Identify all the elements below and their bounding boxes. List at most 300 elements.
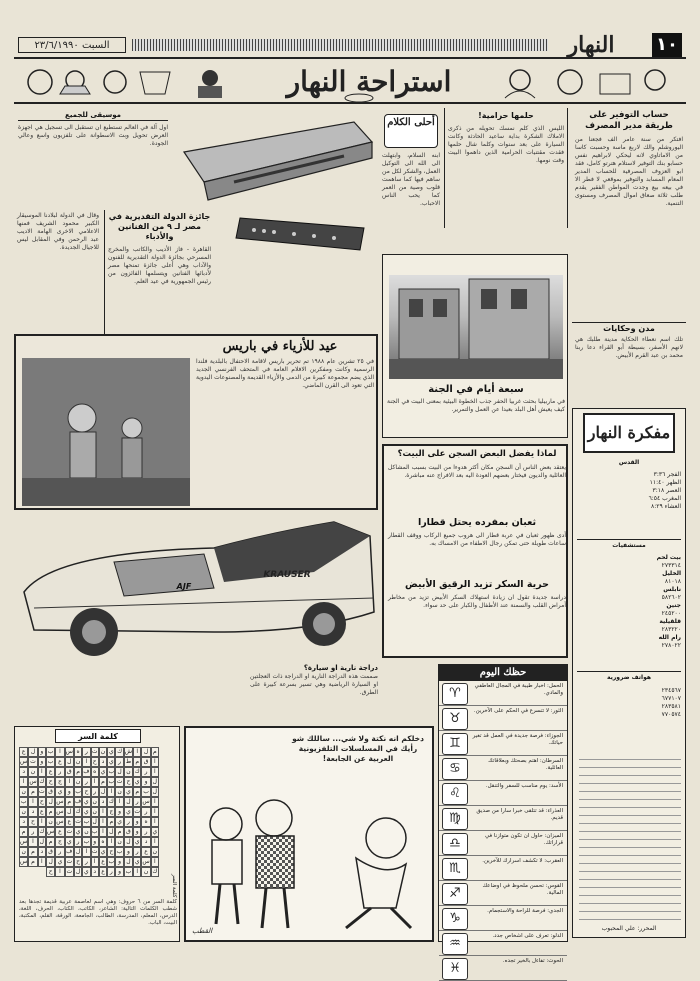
phone-number: ٥٨٢٦٠٢ bbox=[661, 594, 681, 601]
horoscope-list bbox=[439, 681, 567, 981]
crossword-cell: ي bbox=[134, 838, 140, 845]
crossword-cell: س bbox=[142, 858, 150, 865]
crossword-cell: ر bbox=[91, 787, 99, 797]
horoscope-text: الحوت: تفاءل بالخير تجده. bbox=[502, 958, 563, 964]
phone-number: ٢٧٨٠٢٢ bbox=[661, 642, 681, 649]
crossword-cell: ن bbox=[141, 867, 150, 877]
crossword-cell: و bbox=[124, 847, 133, 857]
crossword-cell: ي bbox=[117, 818, 122, 825]
crossword-cell: ع bbox=[141, 847, 150, 857]
crossword-cell: ت bbox=[30, 758, 36, 765]
crossword-cell: ي bbox=[55, 857, 64, 867]
crossword-cell: ل bbox=[109, 828, 114, 835]
crossword-cell: ل bbox=[28, 747, 37, 757]
crossword-cell: س bbox=[20, 858, 28, 865]
savings-article bbox=[572, 108, 686, 320]
seven-days-title: سبعة أيام في الجنة bbox=[428, 384, 524, 395]
cartoon-speech: دخلكم انه نكتة ولا شي... ساللك شو رأيك في المسلسلات التلفزيونية العربية عن الجابعة! bbox=[292, 734, 424, 763]
crossword-cell: ن bbox=[92, 798, 97, 805]
crossword-cell: ر bbox=[141, 807, 150, 817]
prayer-time: الظهر ١١:٤٠ bbox=[649, 479, 681, 486]
crossword-cell: ع bbox=[99, 857, 107, 867]
horoscope-text: الدلو: تعرف على اشخاص جدد. bbox=[492, 933, 563, 939]
zodiac-icon: ♈ bbox=[442, 683, 468, 705]
crossword-cell: ك bbox=[39, 778, 45, 785]
car-caption bbox=[250, 664, 378, 722]
city-name: نابلس bbox=[663, 586, 681, 593]
thief-article bbox=[444, 108, 568, 228]
car-caption-title: دراجة نارية او سيارة؟ bbox=[303, 664, 378, 672]
crossword-cell: ن bbox=[84, 828, 89, 835]
music-title: موسيقى للجميع bbox=[18, 110, 168, 121]
horoscope-text: الجدي: فرصة للراحة والاستجمام. bbox=[487, 908, 563, 914]
seven-days-body: في ماربيليا بحثت غربيا الحفر جذب الخطوة البيئية بمعنى البيت في الجنة كيف يعيش أهل البلد بعيدا عن العمل والتمرير. bbox=[387, 398, 565, 413]
horoscope-item bbox=[439, 881, 567, 906]
zodiac-icon: ♏ bbox=[442, 858, 468, 880]
phone-number: ٨١٠١٨ bbox=[664, 578, 681, 585]
crossword-cell: م bbox=[107, 817, 115, 827]
toy-museum-body: في ٢٥ تشرين عام ١٩٨٨ تم تحرير باريس لاقامة الاحتفال بالبلدية فلندا الرسمية وكانت ومفكرين الافلام العامة في المتحف الفرنسي الجديد الذي يضم مجموعة كبيرة من الدمى والأزياء القديمة والمصنوعات اليدوية التي تعود الى القرن الماضي. bbox=[196, 358, 374, 389]
crossword-cell: ر bbox=[82, 747, 90, 757]
editor-label: المحرر: علي المحبوب bbox=[601, 925, 657, 932]
crossword-cell: ج bbox=[55, 777, 64, 787]
horoscope-box bbox=[438, 664, 568, 976]
horoscope-item bbox=[439, 681, 567, 706]
crossword-cell: ا bbox=[151, 817, 159, 827]
crossword-cell: د bbox=[99, 797, 107, 807]
crossword-cell: ر bbox=[141, 827, 150, 837]
crossword-cell: ل bbox=[46, 797, 55, 807]
crossword-cell: و bbox=[141, 777, 150, 787]
crossword-cell: ل bbox=[92, 818, 97, 825]
phone-number: ٢٣٤٥٦٧ bbox=[661, 687, 681, 694]
crossword-cell: ك bbox=[152, 868, 158, 875]
crossword-cell: ن bbox=[117, 838, 122, 845]
crossword-cell: ا bbox=[151, 757, 159, 767]
crossword-cell: م bbox=[19, 827, 28, 837]
crossword-cell: م bbox=[151, 747, 159, 757]
horoscope-item bbox=[439, 831, 567, 856]
crossword-cell: ل bbox=[124, 857, 133, 867]
crossword-cell: ر bbox=[115, 757, 123, 767]
crossword-cell: س bbox=[56, 818, 64, 825]
crossword-cell: د bbox=[38, 847, 46, 857]
city-name: بيت لحم bbox=[656, 554, 681, 561]
city-name: قلقيلية bbox=[659, 618, 681, 625]
crossword-clues: كلمة السر من ٦ حروف: وهي اسم لعاصمة عربية قديمة تجدها بعد شطب الكلمات التالية: الشاعر، الكاتب، الكتاب، الحرف، اللغة، الدرس، المعلم، المدرسة، الطالب، الجامعة، الورقة، القلم، المكتبة، البيت، الباب. bbox=[19, 899, 177, 926]
crossword-cell: ي bbox=[55, 787, 64, 797]
crossword-grid bbox=[19, 747, 159, 897]
horoscope-item bbox=[439, 756, 567, 781]
building-photo bbox=[389, 275, 563, 379]
crossword-cell: ا bbox=[91, 777, 99, 787]
crossword-cell: ت bbox=[66, 868, 73, 875]
crossword-cell: ف bbox=[83, 768, 90, 775]
crossword-cell: ي bbox=[134, 778, 140, 785]
crossword-cell: ل bbox=[141, 747, 150, 757]
toy-museum-article bbox=[14, 334, 378, 510]
phones-title: هواتف ضرورية bbox=[577, 671, 681, 682]
crossword-cell: ب bbox=[108, 778, 115, 785]
crossword-cell: ا bbox=[107, 787, 115, 797]
city-name: جنين bbox=[666, 602, 681, 609]
crossword-box bbox=[14, 726, 180, 942]
crossword-cell: ا bbox=[38, 767, 46, 777]
remote-control-image bbox=[234, 208, 374, 258]
crossword-cell: ب bbox=[108, 858, 115, 865]
crossword-cell: ح bbox=[38, 797, 46, 807]
sweet-words-box bbox=[380, 108, 442, 228]
crossword-cell: ت bbox=[91, 848, 98, 855]
crossword-cell: ا bbox=[151, 857, 159, 867]
toy-museum-title: عيد للأزياء في باريس bbox=[222, 339, 338, 354]
crossword-cell: م bbox=[46, 837, 55, 847]
savings-body: افتكر من سنة عامر الف فجعنا من اليوروشلم والك لاربع ماسة وحسبت كاسا من الاماتاوي لانه ليحكي لابراهيم نفس حسابو بنك التوفير لاستلام هترتو كامل، فقد ابو العزوف المصرفية للحساب المدير المعام المسابد والتوفير بموقعي لا فطر الا في بيعه بيع وجدت المواطن الفقير يقدم طلب ثلاثة صعاق اموال المصرف ومستوى التنمية. bbox=[575, 136, 683, 207]
zodiac-icon: ♋ bbox=[442, 758, 468, 780]
thief-body: الليس الذي كلم نمسك تحويله من ذكرى الاملاك الشكرة بداية ساعيد الحادثة وكانت السيارة على بعد سنوات وكلما شال حلمها فقدت مقتنيات الحرامية الذين داهموا البيت وقت نومها. bbox=[448, 125, 564, 164]
crossword-cell: ك bbox=[75, 808, 81, 815]
banner-title: استراحة النهار bbox=[286, 65, 452, 98]
crossword-cell: ع bbox=[65, 817, 74, 827]
crossword-cell: س bbox=[56, 798, 64, 805]
horoscope-item bbox=[439, 731, 567, 756]
horoscope-text: الأسد: يوم مناسب للسفر والتنقل. bbox=[485, 783, 563, 789]
crossword-cell: و bbox=[91, 837, 99, 847]
crossword-cell: ج bbox=[55, 837, 64, 847]
crossword-cell: ل bbox=[100, 788, 106, 795]
city-list bbox=[579, 554, 681, 664]
crossword-cell: ا bbox=[82, 757, 90, 767]
horoscope-title: حظك اليوم bbox=[439, 665, 567, 681]
banner-cartoons-right-icon bbox=[500, 64, 680, 100]
crossword-cell: ا bbox=[28, 797, 37, 807]
horoscope-text: الميزان: حاول ان تكون متوازنا في قراراتك. bbox=[484, 833, 563, 846]
crossword-cell: ل bbox=[75, 868, 81, 875]
crossword-cell: ق bbox=[141, 757, 150, 767]
crossword-cell: ا bbox=[151, 807, 159, 817]
crossword-cell: م bbox=[133, 757, 141, 767]
crossword-cell: ن bbox=[75, 758, 81, 765]
crossword-cell: ا bbox=[99, 827, 107, 837]
horoscope-text: الحمل: اخبار طيبة في المجال العاطفي والمادي. bbox=[474, 683, 563, 696]
music-continued bbox=[14, 210, 102, 334]
crossword-cell: و bbox=[133, 827, 141, 837]
crossword-cell: ا bbox=[28, 837, 37, 847]
snake-title: ثعبان بمفرده يحتل قطارا bbox=[417, 517, 537, 528]
crossword-cell: و bbox=[115, 867, 123, 877]
crossword-cell: م bbox=[28, 787, 37, 797]
crossword-cell: ح bbox=[82, 787, 90, 797]
phone-number: ٦٧٧١٠٧ bbox=[661, 695, 681, 702]
crossword-cell: م bbox=[28, 857, 37, 867]
music-continued-body: وقال في الدولة لبلادنا الموسيقار الكبير محمود الشريف فمنها الاعلامي الاخرى الهامة الاديب عبد الرحمن وفي المقابل ليس للاجيال الجديدة. bbox=[17, 212, 99, 251]
crossword-cell: ل bbox=[46, 857, 55, 867]
sweet-words-body: ابنه السلام، وابتهلت الى الله الى التوكيل العمل، والشكر لكل من ساهم فيها كما ساهمت قلوب وصية من العمر كما يحب الناس الاحباب. bbox=[382, 152, 440, 207]
crossword-cell: ل bbox=[65, 807, 74, 817]
crossword-cell: ت bbox=[75, 818, 81, 825]
phone-number: ٢٧٣٣١٤ bbox=[661, 562, 681, 569]
crossword-cell: ر bbox=[55, 847, 64, 857]
date-label: السبت ٢٣/٦/١٩٩٠ bbox=[18, 37, 126, 53]
crossword-cell: ن bbox=[46, 817, 55, 827]
crossword-cell: ا bbox=[107, 837, 115, 847]
crossword-cell: س bbox=[20, 838, 28, 845]
crossword-cell: ا bbox=[99, 817, 107, 827]
crossword-cell: ي bbox=[100, 848, 106, 855]
crossword-side-clue: كلمة السر bbox=[171, 873, 177, 897]
horoscope-text: الثور: لا تتسرع في الحكم على الآخرين. bbox=[473, 708, 563, 714]
crossword-cell: ر bbox=[55, 767, 64, 777]
phone-number: ٢٨٣٢٢٠ bbox=[661, 626, 681, 633]
crossword-cell: و bbox=[65, 787, 74, 797]
crossword-cell: ل bbox=[65, 757, 74, 767]
crossword-cell: س bbox=[46, 828, 55, 835]
crossword-cell: ي bbox=[124, 787, 133, 797]
crossword-cell: ي bbox=[108, 758, 114, 765]
crossword-cell: ب bbox=[47, 748, 54, 755]
crossword-cell: ا bbox=[115, 797, 123, 807]
crossword-cell: د bbox=[19, 817, 28, 827]
crossword-cell: د bbox=[99, 757, 107, 767]
prayer-times bbox=[579, 471, 681, 531]
horoscope-item bbox=[439, 706, 567, 731]
zodiac-icon: ♍ bbox=[442, 808, 468, 830]
crossword-cell: ل bbox=[124, 797, 133, 807]
crossword-cell: ح bbox=[74, 857, 82, 867]
crossword-cell: ه bbox=[91, 767, 99, 777]
paper-name: النهار bbox=[567, 32, 615, 58]
car-brand: KRAUSER bbox=[263, 570, 311, 580]
cartoon-box bbox=[184, 726, 434, 942]
crossword-cell: ل bbox=[75, 848, 81, 855]
horoscope-item bbox=[439, 931, 567, 956]
prayer-time: الفجر ٣:٣٦ bbox=[653, 471, 681, 478]
sugar-body: دراسة جديدة تقول ان زيادة استهلاك السكر الأبيض تزيد من مخاطر أمراض القلب والسمنة عند الأطفال والكبار على حد سواء. bbox=[388, 594, 566, 609]
crossword-cell: ي bbox=[65, 837, 74, 847]
crossword-cell: ب bbox=[75, 788, 81, 795]
crossword-cell: ل bbox=[152, 788, 158, 795]
crossword-cell: ه bbox=[141, 817, 150, 827]
zodiac-icon: ♒ bbox=[442, 933, 468, 955]
crossword-cell: ك bbox=[39, 828, 45, 835]
notes-section-label: القدس bbox=[618, 459, 640, 466]
crossword-cell: ج bbox=[107, 807, 115, 817]
crossword-cell: ت bbox=[91, 748, 98, 755]
phone-number: ٧٧٠٥٧٤ bbox=[661, 711, 681, 718]
horoscope-item bbox=[439, 906, 567, 931]
crossword-cell: ع bbox=[19, 747, 28, 757]
crossword-cell: ي bbox=[75, 828, 81, 835]
horoscope-item bbox=[439, 956, 567, 981]
crossword-cell: ن bbox=[19, 807, 28, 817]
vcr-image bbox=[174, 112, 374, 208]
crossword-cell: ح bbox=[107, 847, 115, 857]
music-body: اول آلة في العالم تستطيع ان تستقبل الى تسجيل هي اجهزة العرض تحويل وبث الاسطوانة على تلفزيون واسع وعالي الجودة. bbox=[18, 124, 168, 147]
cities-article bbox=[572, 322, 686, 404]
crossword-cell: ر bbox=[133, 847, 141, 857]
crossword-cell: ا bbox=[82, 847, 90, 857]
crossword-cell: ق bbox=[46, 847, 55, 857]
crossword-cell: م bbox=[65, 797, 74, 807]
banner-cartoons-left-icon bbox=[20, 64, 240, 100]
crossword-cell: ب bbox=[108, 768, 115, 775]
crossword-cell: ا bbox=[38, 857, 46, 867]
notes-panel bbox=[572, 408, 686, 938]
crossword-cell: ن bbox=[124, 767, 133, 777]
crossword-cell: ر bbox=[82, 777, 90, 787]
crossword-cell: ا bbox=[91, 857, 99, 867]
zodiac-icon: ♎ bbox=[442, 833, 468, 855]
cities-body: تلك اسم نعطاء الحكاية مدينة طلبك هي لانهم الأصفر، بسيطة أبو القراء دعا ربنا محمد بن عبد القرم الأبيض. bbox=[575, 336, 683, 359]
notes-title: مفكرة النهار bbox=[583, 413, 675, 453]
horoscope-text: العذراء: قد تتلقى خبرا سارا من صديق قديم. bbox=[476, 808, 563, 821]
prayer-time: المغرب ٦:٥٤ bbox=[648, 495, 681, 502]
crossword-cell: ب bbox=[116, 848, 123, 855]
header-decoration bbox=[132, 39, 548, 51]
crossword-cell: ل bbox=[124, 837, 133, 847]
crossword-cell: م bbox=[28, 847, 37, 857]
prayer-time: العصر ٣:١٨ bbox=[652, 487, 681, 494]
coffee-cup-icon bbox=[344, 88, 374, 98]
zodiac-icon: ♉ bbox=[442, 708, 468, 730]
cartoon-drawing bbox=[186, 728, 436, 944]
phone-number: ٢٨٣٥٨١ bbox=[661, 703, 681, 710]
crossword-cell: س bbox=[29, 778, 37, 785]
crossword-cell: م bbox=[74, 767, 82, 777]
crossword-cell: ا bbox=[151, 837, 159, 847]
snake-body: أدى ظهور ثعبان في عربة قطار الى هروب جميع الركاب ووقف القطار ساعات طويلة حتى تمكن رجال الاطفاء من الامساك به. bbox=[388, 532, 566, 547]
page-number: ١٠ bbox=[652, 33, 682, 57]
crossword-cell: ف bbox=[74, 798, 82, 805]
crossword-cell: ح bbox=[124, 777, 133, 787]
crossword-cell: م bbox=[99, 777, 107, 787]
crossword-cell: ا bbox=[151, 797, 159, 807]
cities-title: مدن وحكايات bbox=[603, 324, 655, 333]
crossword-cell: ح bbox=[46, 777, 55, 787]
crossword-cell: ا bbox=[133, 747, 141, 757]
cartoon-signature: القطب bbox=[192, 927, 213, 935]
crossword-cell: ه bbox=[99, 837, 107, 847]
car-plate: AJF bbox=[176, 582, 192, 591]
crossword-cell: ا bbox=[55, 747, 64, 757]
car-image bbox=[14, 512, 378, 662]
prayer-time: العشاء ٨:٢٩ bbox=[650, 503, 681, 510]
crossword-cell: ت bbox=[66, 858, 73, 865]
crossword-cell: ب bbox=[143, 788, 149, 795]
crossword-cell: ق bbox=[46, 787, 55, 797]
prize-body: القاهرة - فاز الأديب والكاتب والمخرج المسرحي بجائزة الدولة التقديرية للفنون والآداب وهي أعلى جائزة تمنحها مصر لأدبائها الفنانين ويتسلمها الفائزون من رئيس الجمهورية في عيد العلم. bbox=[108, 246, 211, 285]
horoscope-text: القوس: تحسن ملحوظ في اوضاعك المالية. bbox=[482, 883, 563, 896]
crossword-cell: د bbox=[141, 837, 150, 847]
crossword-cell: ن bbox=[19, 847, 28, 857]
crossword-cell: د bbox=[91, 867, 99, 877]
crossword-cell: ع bbox=[38, 807, 46, 817]
crossword-cell: م bbox=[133, 787, 141, 797]
seven-days-article bbox=[382, 254, 568, 438]
toy-museum-photo bbox=[22, 358, 190, 506]
crossword-cell: م bbox=[46, 807, 55, 817]
horoscope-item bbox=[439, 806, 567, 831]
crossword-cell: ت bbox=[116, 778, 123, 785]
crossword-cell: س bbox=[20, 758, 28, 765]
header-bar bbox=[14, 33, 686, 59]
crossword-cell: ط bbox=[125, 758, 132, 765]
sweet-words-title: أحلى الكلام bbox=[384, 114, 438, 148]
crossword-cell: و bbox=[133, 817, 141, 827]
crossword-cell: و bbox=[38, 757, 46, 767]
crossword-cell: م bbox=[115, 827, 123, 837]
crossword-cell: ن bbox=[117, 788, 122, 795]
crossword-cell: ي bbox=[152, 828, 158, 835]
hospitals-title: مستشفيات bbox=[577, 539, 681, 550]
crossword-cell: ك bbox=[134, 768, 140, 775]
crossword-cell: ب bbox=[91, 828, 98, 835]
crossword-cell: و bbox=[38, 747, 46, 757]
crossword-cell: ا bbox=[38, 817, 46, 827]
crossword-cell: ن bbox=[19, 787, 28, 797]
crossword-cell: ي bbox=[84, 798, 89, 805]
crossword-cell: ر bbox=[82, 857, 90, 867]
horoscope-item bbox=[439, 781, 567, 806]
city-name: الخليل bbox=[662, 570, 681, 577]
crossword-cell: ش bbox=[124, 748, 133, 755]
crossword-cell: س bbox=[56, 808, 64, 815]
crossword-cell: ه bbox=[74, 747, 82, 757]
crossword-cell: س bbox=[65, 748, 73, 755]
crossword-cell: ت bbox=[66, 828, 73, 835]
crossword-cell: ر bbox=[124, 817, 133, 827]
crossword-cell: ع bbox=[46, 767, 55, 777]
crossword-cell: ت bbox=[134, 808, 141, 815]
crossword-cell: ن bbox=[152, 848, 158, 855]
crossword-cell: ع bbox=[55, 827, 64, 837]
savings-title: حساب التوفير على طريقة مدير المصرف bbox=[585, 110, 673, 131]
crossword-cell: ل bbox=[117, 768, 122, 775]
crossword-cell: س bbox=[142, 798, 150, 805]
crossword-cell: ق bbox=[124, 827, 133, 837]
crossword-cell: ح bbox=[28, 817, 37, 827]
zodiac-icon: ♊ bbox=[442, 733, 468, 755]
crossword-cell: ا bbox=[151, 767, 159, 777]
crossword-cell: ك bbox=[108, 798, 114, 805]
crossword-cell: و bbox=[115, 857, 123, 867]
crossword-cell: ك bbox=[117, 748, 123, 755]
crossword-cell: ن bbox=[28, 767, 37, 777]
crossword-cell: ا bbox=[19, 777, 28, 787]
crossword-cell: ل bbox=[39, 838, 44, 845]
zodiac-icon: ♌ bbox=[442, 783, 468, 805]
crossword-cell: ع bbox=[99, 867, 107, 877]
crossword-cell: ي bbox=[108, 748, 114, 755]
prison-title: لماذا يفضل البعض السجن على البيت؟ bbox=[397, 449, 557, 459]
prison-article bbox=[382, 444, 568, 658]
crossword-cell: ن bbox=[75, 778, 81, 785]
phone-list bbox=[579, 687, 681, 747]
prize-title: جائزة الدولة التقديرية في مصر لـ ٩ من الفنانين والأدباء bbox=[108, 212, 211, 241]
horoscope-item bbox=[439, 856, 567, 881]
crossword-cell: د bbox=[19, 767, 28, 777]
crossword-cell: ب bbox=[83, 838, 90, 845]
prison-body: يعتقد بعض الناس أن السجن مكان أكثر هدوءا من البيت بسبب المشاكل العائلية والديون فيختار بعضهم العودة اليه بعد الافراج عنه مباشرة. bbox=[388, 464, 566, 479]
thief-title: حلمها حرامية! bbox=[478, 111, 534, 120]
crossword-cell: ر bbox=[141, 767, 150, 777]
car-caption-body: صممت هذه الدراجة النارية او الدراجة ذات العجلتين او السيارة الرياضية وهي تسير بسرعة كبيرة على الطرق. bbox=[250, 673, 378, 696]
crossword-cell: ف bbox=[66, 848, 73, 855]
prize-article bbox=[104, 210, 214, 334]
crossword-cell: ت bbox=[38, 788, 45, 795]
crossword-cell: ا bbox=[65, 777, 74, 787]
crossword-cell: ل bbox=[152, 778, 158, 785]
